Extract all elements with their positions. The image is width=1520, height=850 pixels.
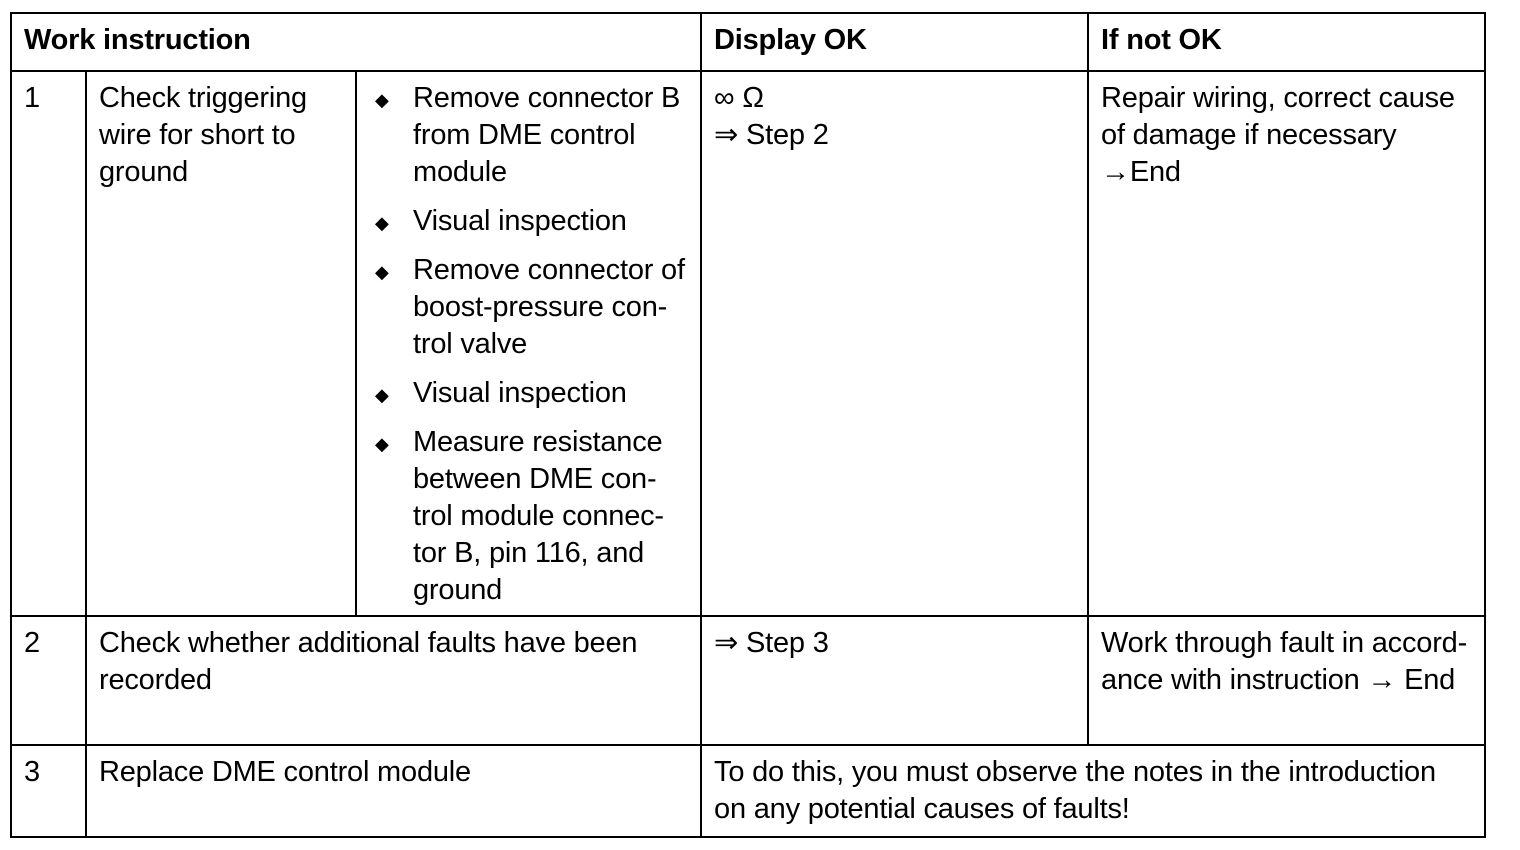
step-task: Replace DME control module <box>86 745 701 837</box>
step-number: 1 <box>11 71 86 616</box>
substep-text: Visual inspection <box>413 377 627 409</box>
table-row <box>11 616 1485 745</box>
work-instruction-table <box>10 12 1486 838</box>
display-ok-reading: ∞ Ω <box>714 82 764 114</box>
list-item <box>369 424 690 609</box>
substep-text: Remove connector B from DME control module <box>413 82 681 188</box>
substep-text: Visual inspection <box>413 205 627 237</box>
substeps-cell <box>356 71 701 616</box>
diamond-bullet-icon: ◆ <box>375 90 389 110</box>
if-not-ok-cell: Work through fault in accord-ance with instruction → End <box>1088 616 1485 745</box>
substep-text: Remove connector of boost-pressure con-trol valve <box>413 254 685 360</box>
step-number: 2 <box>11 616 86 745</box>
diamond-bullet-icon: ◆ <box>375 434 389 454</box>
step-note: To do this, you must observe the notes in the introduction on any potential causes of faults! <box>701 745 1485 837</box>
table-row <box>11 745 1485 837</box>
header-display-ok: Display OK <box>701 13 1088 71</box>
step-task: Check triggering wire for short to ground <box>86 71 356 616</box>
display-ok-next-step: ⇒ Step 3 <box>714 627 829 659</box>
step-number: 3 <box>11 745 86 837</box>
diamond-bullet-icon: ◆ <box>375 213 389 233</box>
step-task: Check whether additional faults have been recorded <box>86 616 701 745</box>
diamond-bullet-icon: ◆ <box>375 385 389 405</box>
diamond-bullet-icon: ◆ <box>375 262 389 282</box>
display-ok-cell <box>701 616 1088 745</box>
list-item <box>369 375 690 412</box>
header-if-not-ok: If not OK <box>1088 13 1485 71</box>
header-row <box>11 13 1485 71</box>
substep-list <box>369 80 690 609</box>
if-not-ok-cell: Repair wiring, correct cause of damage if necessary →End <box>1088 71 1485 616</box>
table-row <box>11 71 1485 616</box>
list-item <box>369 252 690 363</box>
header-work-instruction: Work instruction <box>11 13 701 71</box>
list-item <box>369 80 690 191</box>
display-ok-cell <box>701 71 1088 616</box>
display-ok-next-step: ⇒ Step 2 <box>714 119 829 151</box>
substep-text: Measure resistance between DME con-trol module connec-tor B, pin 116, and ground <box>413 426 664 606</box>
list-item <box>369 203 690 240</box>
